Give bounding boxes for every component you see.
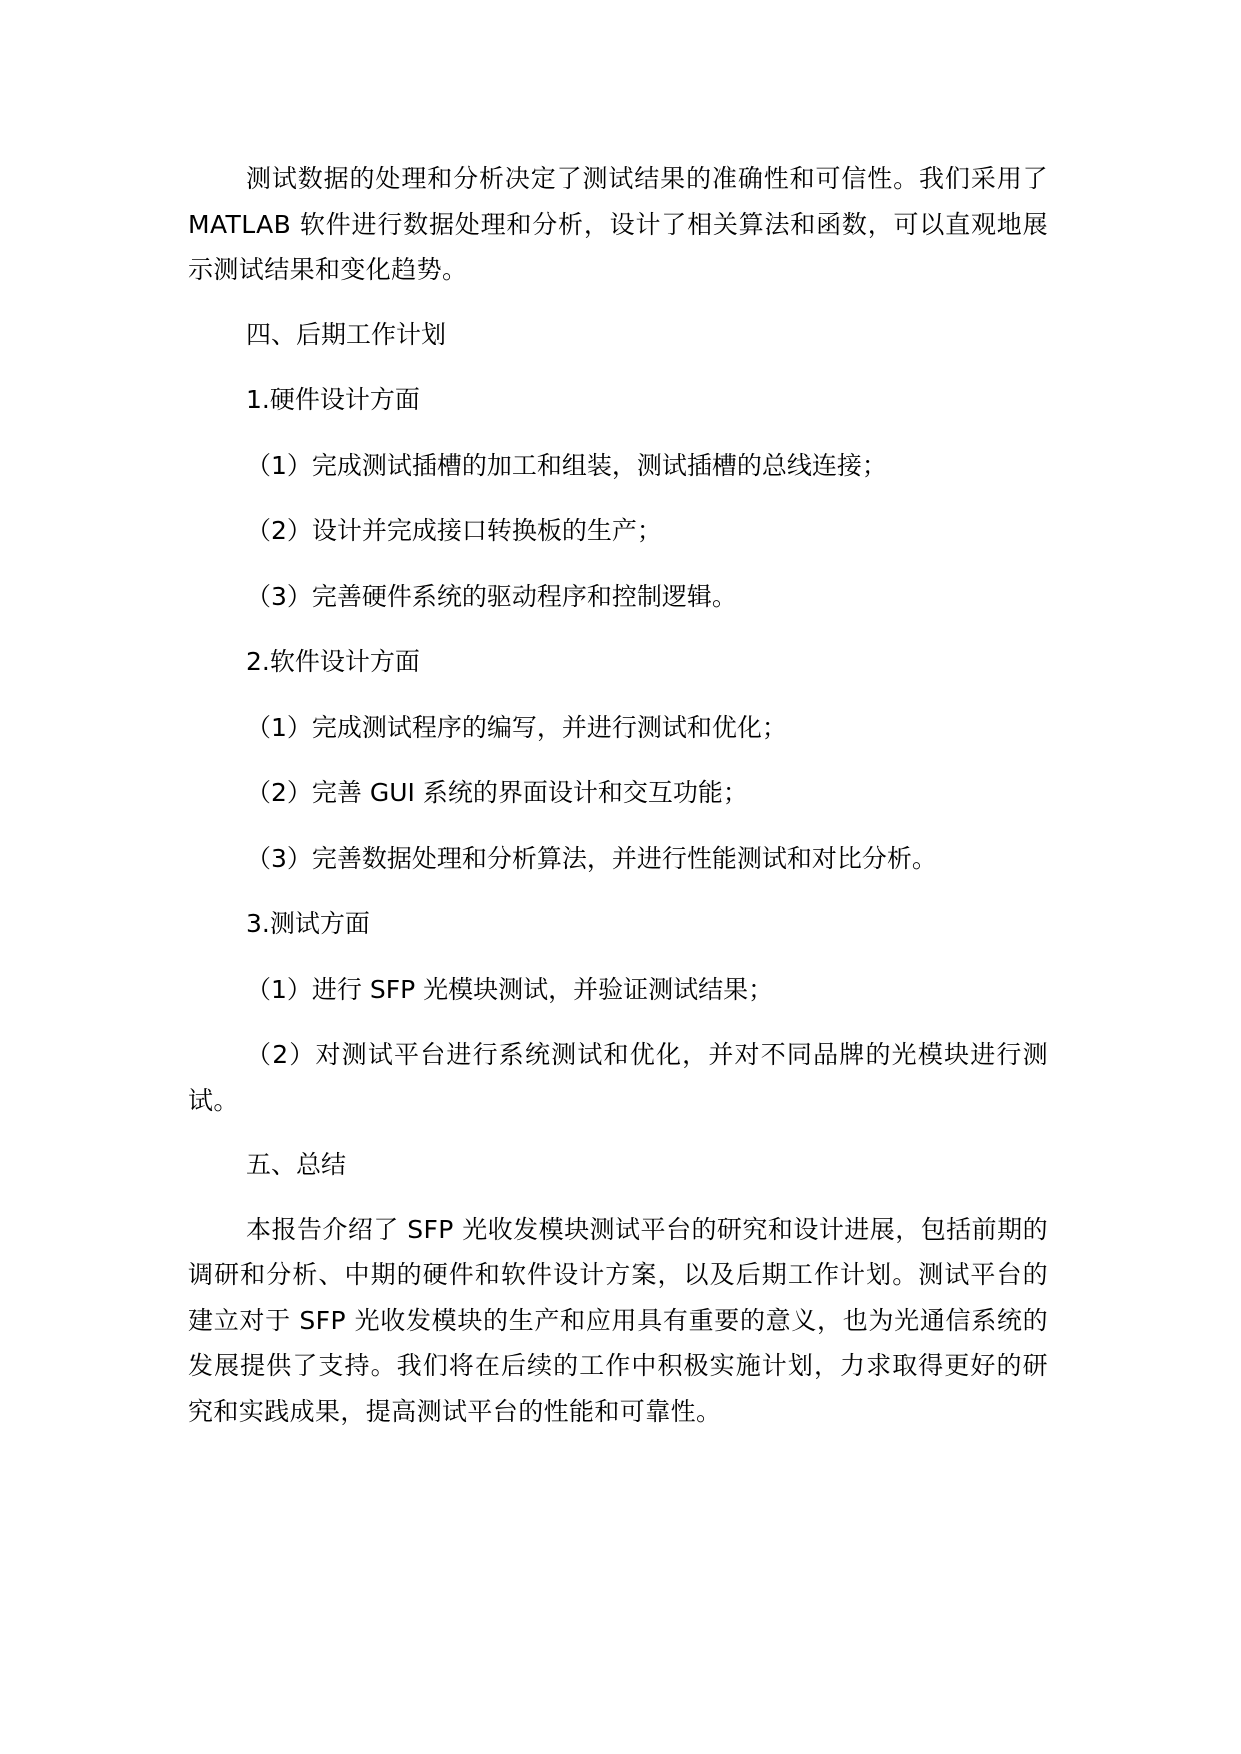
intro-paragraph: 测试数据的处理和分析决定了测试结果的准确性和可信性。我们采用了 MATLAB 软件进行数据处理和分析，设计了相关算法和函数，可以直观地展示测试结果和变化趋势。 xyxy=(188,164,1048,284)
section-4-heading: 四、后期工作计划 xyxy=(246,319,447,349)
testing-item-2: （2）对测试平台进行系统测试和优化，并对不同品牌的光模块进行测试。 xyxy=(188,1040,1048,1115)
software-item-2: （2）完善 GUI 系统的界面设计和交互功能； xyxy=(246,778,748,807)
hardware-item-3: （3）完善硬件系统的驱动程序和控制逻辑。 xyxy=(246,581,737,611)
document-body xyxy=(188,156,1048,1434)
software-item-1: （1）完成测试程序的编写，并进行测试和优化； xyxy=(246,712,787,742)
software-heading: 2.软件设计方面 xyxy=(246,647,420,676)
summary-paragraph: 本报告介绍了 SFP 光收发模块测试平台的研究和设计进展，包括前期的调研和分析、中期的硬件和软件设计方案，以及后期工作计划。测试平台的建立对于 SFP 光收发模块的生产和应用具有重要的意义，也为光通信系统的发展提供了支持。我们将在后续的工作中积极实施计划，力求取得更好的研究和实践成果，提高测试平台的性能和可靠性。 xyxy=(188,1214,1048,1426)
software-item-3: （3）完善数据处理和分析算法，并进行性能测试和对比分析。 xyxy=(246,843,937,873)
testing-heading: 3.测试方面 xyxy=(246,909,370,938)
hardware-item-1: （1）完成测试插槽的加工和组装，测试插槽的总线连接； xyxy=(246,450,887,480)
hardware-heading: 1.硬件设计方面 xyxy=(246,385,420,414)
testing-item-1: （1）进行 SFP 光模块测试，并验证测试结果； xyxy=(246,974,774,1004)
section-5-heading: 五、总结 xyxy=(246,1150,347,1179)
hardware-item-2: （2）设计并完成接口转换板的生产； xyxy=(246,516,662,545)
